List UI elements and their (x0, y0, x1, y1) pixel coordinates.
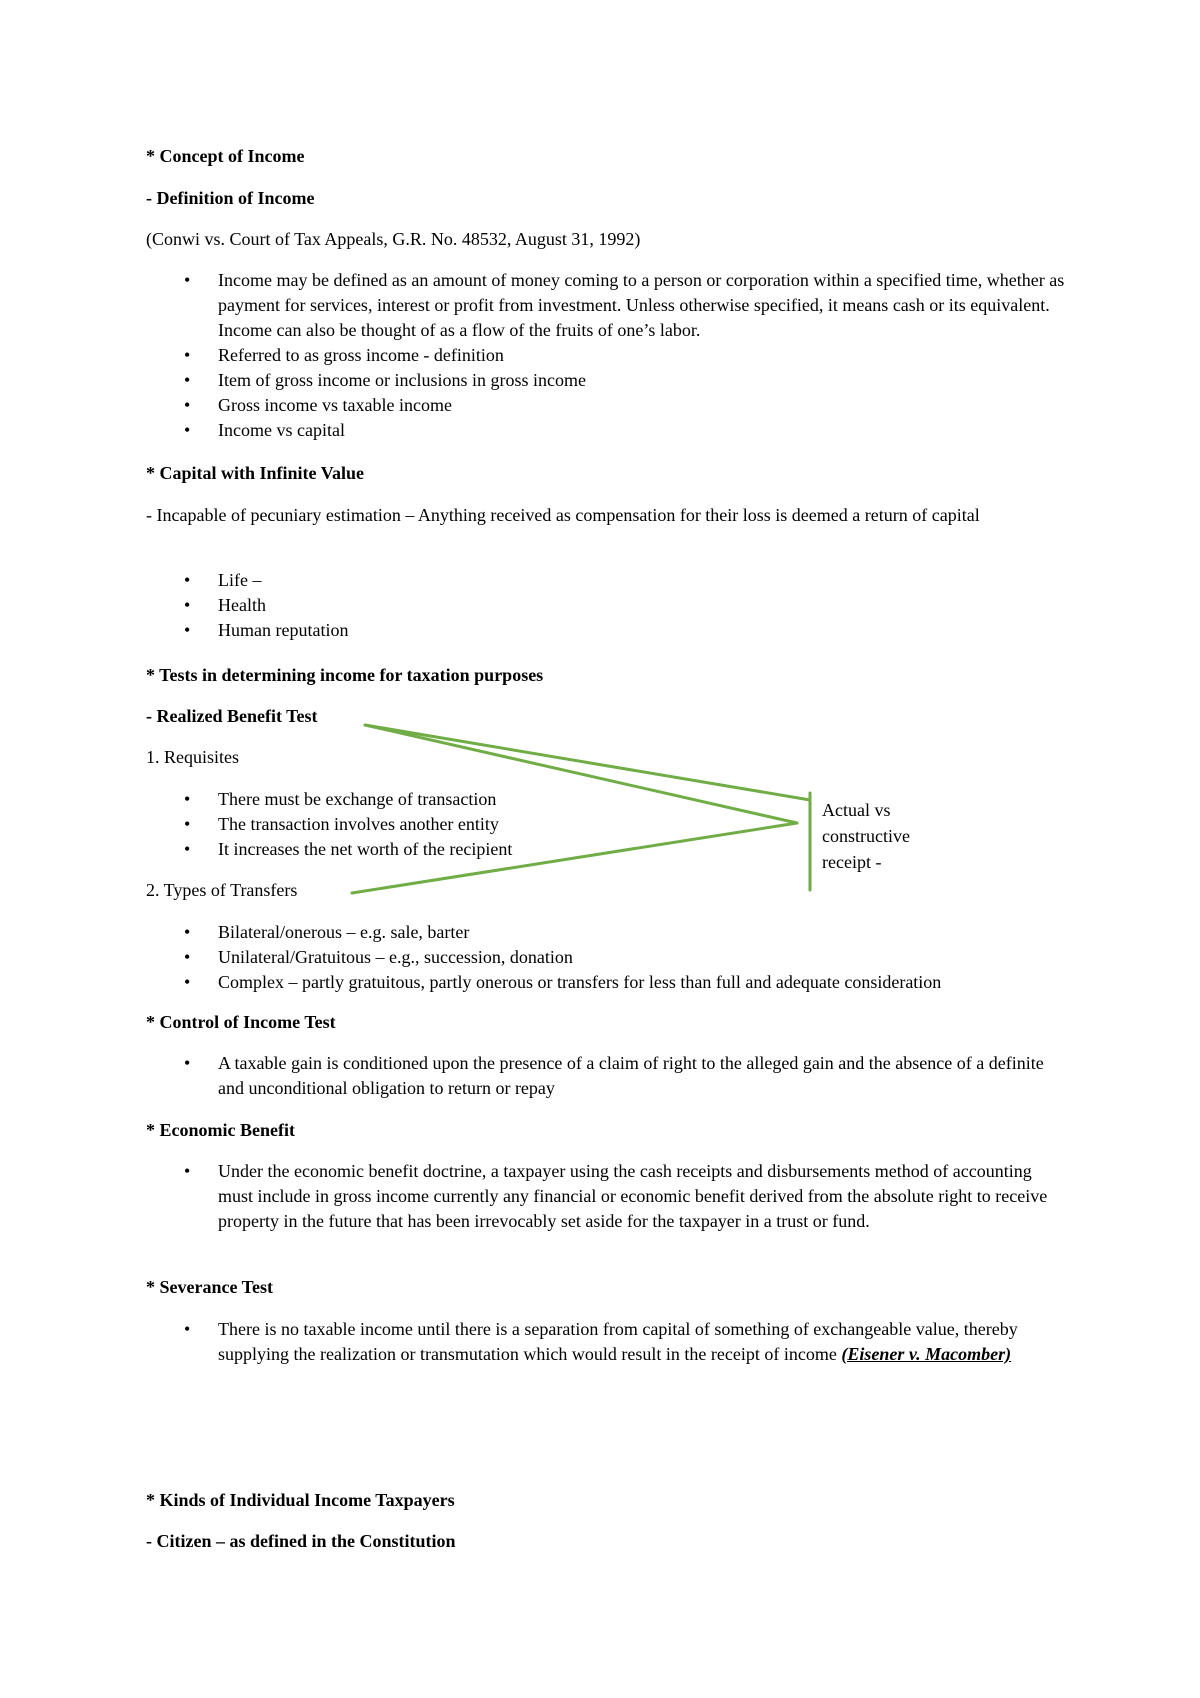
capital-description: - Incapable of pecuniary estimation – Anything received as compensation for their loss is deemed a return of capital (146, 505, 980, 525)
subheading-citizen: - Citizen – as defined in the Constitution (146, 1531, 456, 1551)
list-item: • The transaction involves another entity (146, 812, 1066, 837)
label-requisites: 1. Requisites (146, 747, 239, 767)
severance-bullet-list (146, 1317, 1066, 1367)
list-item (146, 1317, 1066, 1367)
heading-capital-infinite-value: * Capital with Infinite Value (146, 463, 365, 483)
control-bullet-list (146, 1051, 1066, 1101)
list-item: • Life – (146, 568, 1066, 593)
heading-severance-test: * Severance Test (146, 1277, 273, 1297)
list-item: • Income vs capital (146, 418, 1066, 443)
label-types-of-transfers: 2. Types of Transfers (146, 880, 298, 900)
list-item: • Health (146, 593, 1066, 618)
list-item: • Human reputation (146, 618, 1066, 643)
citation-conwi: (Conwi vs. Court of Tax Appeals, G.R. No. 48532, August 31, 1992) (146, 229, 641, 249)
connector-line (365, 725, 810, 800)
list-item: • Unilateral/Gratuitous – e.g., succession, donation (146, 945, 1066, 970)
heading-kinds-of-taxpayers: * Kinds of Individual Income Taxpayers (146, 1490, 455, 1510)
connector-line (352, 823, 797, 893)
list-item: • Gross income vs taxable income (146, 393, 1066, 418)
list-item: • There must be exchange of transaction (146, 787, 1066, 812)
list-item: • Under the economic benefit doctrine, a taxpayer using the cash receipts and disbursements method of accounting must include in gross income currently any financial or economic benefit derived from the absolute right to receive property in the future that has been irrevocably set aside for the taxpayer in a trust or fund. (146, 1159, 1066, 1234)
list-item: • Complex – partly gratuitous, partly onerous or transfers for less than full and adequate consideration (146, 970, 1066, 995)
list-item: • It increases the net worth of the recipient (146, 837, 1066, 862)
list-item: • Item of gross income or inclusions in gross income (146, 368, 1066, 393)
heading-economic-benefit: * Economic Benefit (146, 1120, 295, 1140)
list-item: • Income may be defined as an amount of money coming to a person or corporation within a specified time, whether as payment for services, interest or profit from investment. Unless otherwise specified, it means cash or its equivalent. Income can also be thought of as a flow of the fruits of one’s labor. (146, 268, 1066, 343)
subheading-definition-of-income: - Definition of Income (146, 188, 315, 208)
list-item: • Referred to as gross income - definition (146, 343, 1066, 368)
callout-actual-vs-constructive: Actual vs constructive receipt - (822, 800, 910, 872)
case-citation-eisner: (Eisener v. Macomber) (841, 1344, 1012, 1364)
heading-control-of-income: * Control of Income Test (146, 1012, 336, 1032)
heading-tests: * Tests in determining income for taxation purposes (146, 665, 544, 685)
connector-line (365, 725, 797, 823)
economic-bullet-list (146, 1159, 1066, 1234)
list-item: • A taxable gain is conditioned upon the presence of a claim of right to the alleged gain and the absence of a definite and unconditional obligation to return or repay (146, 1051, 1066, 1101)
heading-concept-of-income: * Concept of Income (146, 146, 305, 166)
severance-text: There is no taxable income until there is a separation from capital of something of exchangeable value, thereby supplying the realization or transmutation which would result in the receipt of income (218, 1319, 1018, 1364)
subheading-realized-benefit-test: - Realized Benefit Test (146, 706, 318, 726)
list-item: • Bilateral/onerous – e.g. sale, barter (146, 920, 1066, 945)
